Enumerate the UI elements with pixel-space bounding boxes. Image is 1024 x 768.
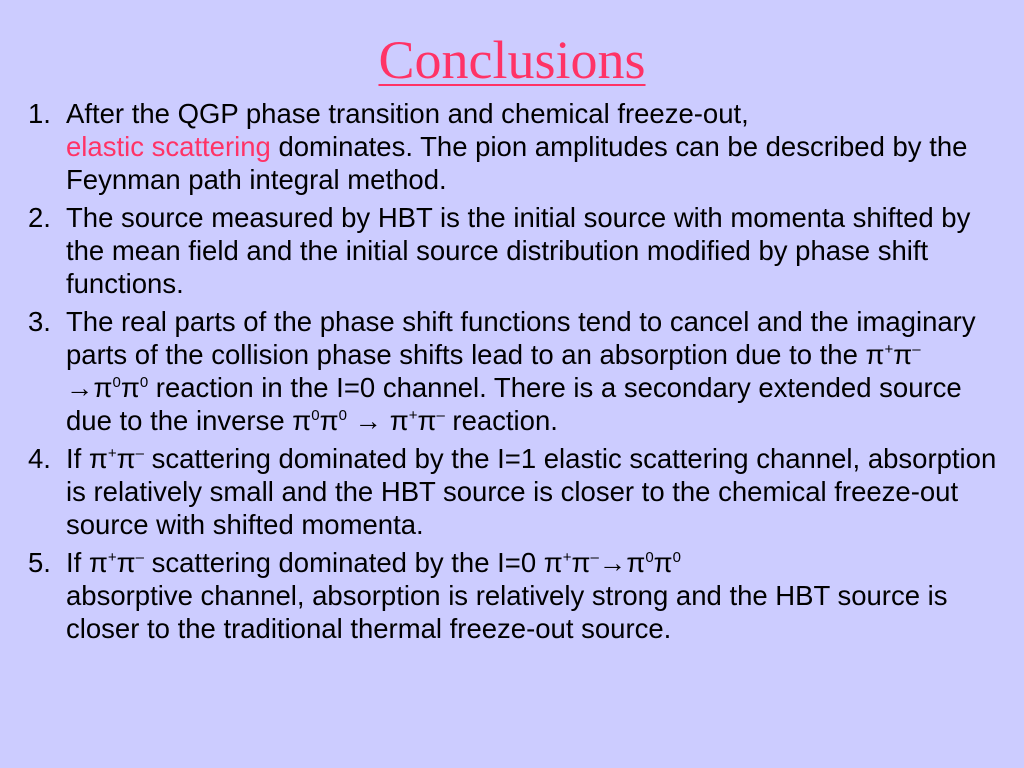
plus-superscript: + [107,444,117,462]
pi-symbol: π [93,372,113,403]
pi-symbol: π [116,547,136,578]
zero-superscript: 0 [645,548,654,566]
item-text: After the QGP phase transition and chemical freeze-out, [66,98,749,129]
minus-superscript: – [912,340,921,358]
list-item-2 [28,201,998,300]
item-number: 4. [28,443,51,474]
zero-superscript: 0 [311,406,320,424]
item-text: The source measured by HBT is the initial source with momenta shifted by the mean field and the initial source distribution modified by phase shift functions. [66,202,971,299]
minus-superscript: – [135,444,144,462]
pi-symbol: π [543,547,563,578]
minus-superscript: – [436,406,445,424]
zero-superscript: 0 [672,548,681,566]
pi-symbol: π [417,405,437,436]
item-number: 5. [28,547,51,578]
plus-superscript: + [884,340,894,358]
item-text: The real parts of the phase shift functions tend to cancel and the imaginary parts of the collision phase shifts lead to an absorption due to the [66,306,976,370]
pi-symbol: π [389,405,409,436]
item-number: 1. [28,98,51,129]
pi-symbol: π [88,547,108,578]
plus-superscript: + [562,548,572,566]
list-item-3 [28,305,998,437]
item-text: scattering dominated by the I=1 elastic scattering channel, absorption is relatively small and the HBT source is closer to the chemical freeze-out source with shifted momenta. [66,443,997,540]
item-text: reaction. [452,405,558,436]
pi-symbol: π [626,547,646,578]
pi-symbol: π [893,339,913,370]
item-text: absorptive channel, absorption is relatively strong and the HBT source is closer to the traditional thermal freeze-out source. [66,580,948,644]
item-text: scattering dominated by the I=0 [144,547,544,578]
pi-symbol: π [116,443,136,474]
pi-symbol: π [292,405,312,436]
pi-symbol: π [88,443,108,474]
slide-title: Conclusions [378,30,646,90]
list-item-1 [28,97,998,196]
list-item-4 [28,442,998,541]
item-number: 3. [28,306,51,337]
minus-superscript: – [590,548,599,566]
list-item-5 [28,546,998,645]
pi-symbol: π [865,339,885,370]
item-text: If [66,443,89,474]
pi-symbol: π [653,547,673,578]
plus-superscript: + [107,548,117,566]
conclusions-list [28,97,998,650]
item-text: If [66,547,89,578]
pi-symbol: π [120,372,140,403]
minus-superscript: – [135,548,144,566]
elastic-scattering-highlight: elastic scattering [66,131,271,162]
zero-superscript: 0 [338,406,347,424]
arrow-symbol: → [598,547,627,578]
arrow-symbol: → [354,405,383,436]
item-text: dominates. The pion amplitudes can be described by the Feynman path integral method. [66,131,968,195]
plus-superscript: + [408,406,418,424]
arrow-symbol: → [66,372,94,403]
pi-symbol: π [319,405,339,436]
item-text: reaction in the I=0 channel. There is a secondary extended source due to the inverse [66,372,962,436]
zero-superscript: 0 [112,373,121,391]
zero-superscript: 0 [139,373,149,391]
item-number: 2. [28,202,51,233]
pi-symbol: π [571,547,591,578]
